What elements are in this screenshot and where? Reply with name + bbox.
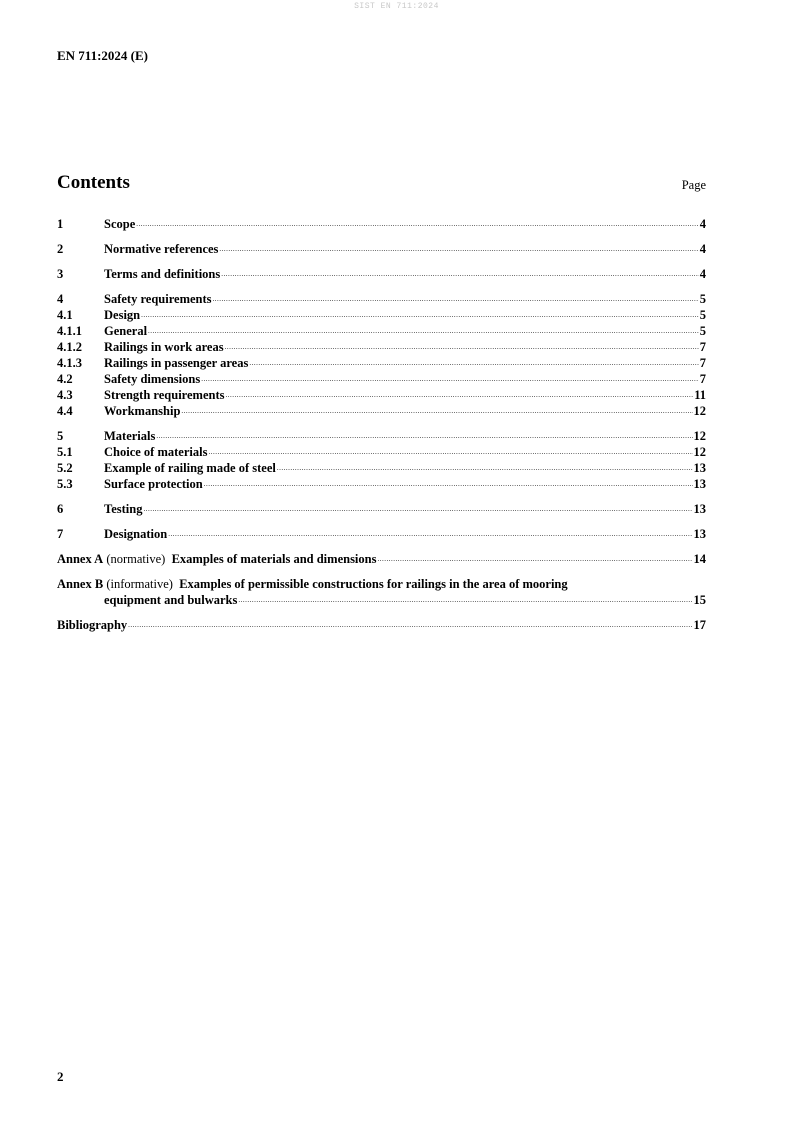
dot-leader: [277, 463, 693, 473]
toc-entry-number: 5: [57, 429, 64, 443]
dot-leader: [221, 269, 699, 279]
toc-annex: [57, 551, 706, 567]
toc-entry[interactable]: [57, 339, 706, 355]
toc-entry-number: 5.1: [57, 445, 73, 459]
toc-entry[interactable]: [57, 576, 706, 592]
annex-label: Annex A: [57, 552, 104, 566]
toc-entry-number: 4.1.2: [57, 340, 82, 354]
toc-section: [57, 241, 706, 257]
toc-entry-number: 4.3: [57, 388, 73, 402]
toc-entry-title: Terms and definitions: [104, 267, 221, 281]
toc-entry-title: Example of railing made of steel: [104, 461, 276, 475]
dot-leader: [181, 406, 692, 416]
toc-entry[interactable]: [57, 291, 706, 307]
toc-entry[interactable]: [57, 307, 706, 323]
dot-leader: [143, 504, 692, 514]
toc-entry[interactable]: [57, 323, 706, 339]
toc-entry[interactable]: [57, 444, 706, 460]
toc-entry-page: 13: [693, 527, 706, 541]
dot-leader: [225, 390, 693, 400]
toc-entry-page: 4: [699, 242, 706, 256]
toc-entry[interactable]: [57, 355, 706, 371]
dot-leader: [377, 554, 692, 564]
annex-label: Annex B: [57, 577, 104, 591]
watermark: SIST EN 711:2024: [354, 2, 439, 11]
toc-entry-page: 15: [693, 593, 706, 607]
toc-entry-title: Normative references: [104, 242, 219, 256]
toc-entry[interactable]: [57, 387, 706, 403]
contents-heading: Contents: [57, 172, 130, 193]
toc-entry-number: 5.2: [57, 461, 73, 475]
toc-entry-page: 12: [693, 404, 706, 418]
toc-entry[interactable]: [57, 592, 706, 608]
toc-section: [57, 526, 706, 542]
toc-section: [57, 428, 706, 492]
dot-leader: [208, 447, 692, 457]
toc-entry-page: 12: [693, 445, 706, 459]
annex-type: (normative): [106, 552, 166, 566]
toc-entry-number: 4.1.1: [57, 324, 82, 338]
toc-entry-page: 13: [693, 461, 706, 475]
toc-entry[interactable]: [57, 266, 706, 282]
dot-leader: [128, 620, 692, 630]
toc-entry-number: 7: [57, 527, 64, 541]
toc-entry-page: 7: [699, 356, 706, 370]
toc-entry-title: General: [104, 324, 148, 338]
toc-entry-number: 3: [57, 267, 64, 281]
dot-leader: [249, 358, 698, 368]
toc-section: [57, 266, 706, 282]
dot-leader: [204, 479, 693, 489]
document-id: EN 711:2024 (E): [57, 48, 148, 63]
toc-entry-title: Workmanship: [104, 404, 181, 418]
toc-entry-title: Materials: [104, 429, 156, 443]
toc-entry[interactable]: [57, 241, 706, 257]
toc-section: [57, 501, 706, 517]
page-number: 2: [57, 1069, 64, 1084]
toc-entry-page: 4: [699, 267, 706, 281]
toc-entry-title: Examples of permissible constructions for railings in the area of mooring: [179, 577, 568, 591]
toc-bibliography: [57, 617, 706, 633]
toc-entry-number: 4: [57, 292, 64, 306]
toc-entry-number: 2: [57, 242, 64, 256]
toc-entry-title: Scope: [104, 217, 136, 231]
toc-entry-page: 7: [699, 372, 706, 386]
toc-entry-number: 6: [57, 502, 64, 516]
toc-entry-page: 13: [693, 477, 706, 491]
toc-entry-number: 4.1.3: [57, 356, 82, 370]
toc-entry-page: 14: [693, 552, 706, 566]
toc-entry-number: 4.2: [57, 372, 73, 386]
dot-leader: [225, 342, 699, 352]
toc-entry[interactable]: [57, 551, 706, 567]
dot-leader: [148, 326, 699, 336]
toc-entry[interactable]: [57, 460, 706, 476]
toc-entry-title: Railings in passenger areas: [104, 356, 249, 370]
table-of-contents: [57, 216, 706, 642]
toc-entry-title: Safety dimensions: [104, 372, 201, 386]
toc-entry[interactable]: [57, 371, 706, 387]
dot-leader: [156, 431, 692, 441]
toc-entry[interactable]: [57, 617, 706, 633]
toc-entry-number: 4.1: [57, 308, 73, 322]
toc-entry-page: 4: [699, 217, 706, 231]
toc-entry-title: Strength requirements: [104, 388, 225, 402]
toc-entry-page: 17: [693, 618, 706, 632]
toc-section: [57, 216, 706, 232]
toc-entry-title: Safety requirements: [104, 292, 212, 306]
toc-entry-title: Choice of materials: [104, 445, 208, 459]
toc-entry[interactable]: [57, 526, 706, 542]
toc-entry-page: 5: [699, 324, 706, 338]
toc-entry-page: 11: [694, 388, 706, 402]
toc-entry-title: Design: [104, 308, 141, 322]
toc-section: [57, 291, 706, 419]
toc-entry[interactable]: [57, 403, 706, 419]
toc-entry-title: Surface protection: [104, 477, 203, 491]
dot-leader: [219, 244, 698, 254]
toc-entry[interactable]: [57, 501, 706, 517]
toc-entry-title: Designation: [104, 527, 168, 541]
toc-entry-number: 4.4: [57, 404, 73, 418]
toc-entry-page: 5: [699, 292, 706, 306]
toc-entry-title: Railings in work areas: [104, 340, 224, 354]
dot-leader: [213, 294, 699, 304]
toc-entry-title: Bibliography: [57, 618, 128, 632]
toc-entry-page: 13: [693, 502, 706, 516]
dot-leader: [168, 529, 692, 539]
dot-leader: [141, 310, 699, 320]
toc-annex: [57, 576, 706, 608]
toc-entry[interactable]: [57, 216, 706, 232]
toc-entry-number: 1: [57, 217, 64, 231]
toc-entry-number: 5.3: [57, 477, 73, 491]
toc-entry-title: Examples of materials and dimensions: [171, 552, 377, 566]
dot-leader: [136, 219, 699, 229]
toc-entry-page: 7: [699, 340, 706, 354]
toc-entry-title: Testing: [104, 502, 143, 516]
annex-type: (informative): [106, 577, 173, 591]
dot-leader: [201, 374, 699, 384]
dot-leader: [238, 595, 692, 605]
toc-entry-page: 5: [699, 308, 706, 322]
toc-entry[interactable]: [57, 476, 706, 492]
page-column-label: Page: [681, 178, 706, 192]
toc-entry[interactable]: [57, 428, 706, 444]
toc-entry-title: equipment and bulwarks: [104, 593, 238, 607]
toc-entry-page: 12: [693, 429, 706, 443]
